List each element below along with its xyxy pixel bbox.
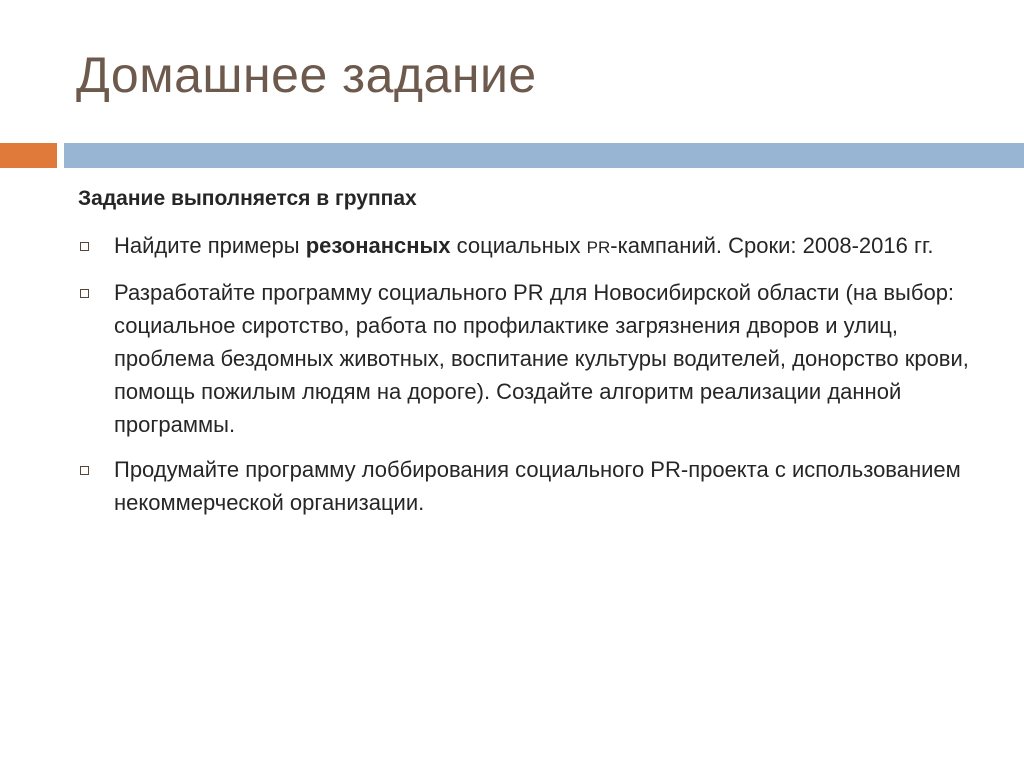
list-item bbox=[78, 229, 998, 264]
item-text-part: социальных bbox=[450, 233, 587, 258]
square-bullet-icon bbox=[80, 466, 89, 475]
slide-title: Домашнее задание bbox=[76, 47, 537, 103]
bullet-list bbox=[78, 229, 998, 519]
subheading: Задание выполняется в группах bbox=[78, 187, 417, 210]
square-bullet-icon bbox=[80, 289, 89, 298]
item-bold-text: резонансных bbox=[305, 233, 451, 258]
accent-bar-blue bbox=[64, 143, 1024, 168]
item-text: Продумайте программу лоббирования социального PR-проекта с использованием некоммерческой организации. bbox=[114, 457, 961, 515]
list-item bbox=[78, 453, 998, 519]
accent-bar-orange bbox=[0, 143, 57, 168]
item-text: Разработайте программу социального PR для Новосибирской области (на выбор: социальное сиротство, работа по профилактике загрязнения дворов и улиц, проблема бездомных животных, воспитание культуры водителей, донорство крови, помощь пожилым людям на дороге). Создайте алгоритм реализации данной программы. bbox=[114, 280, 969, 437]
item-abbr: PR bbox=[586, 238, 611, 257]
list-item bbox=[78, 276, 998, 441]
slide-content bbox=[78, 183, 998, 531]
square-bullet-icon bbox=[80, 242, 89, 251]
item-text-part: -кампаний. Сроки: 2008-2016 гг. bbox=[610, 233, 934, 258]
item-text-part: Найдите примеры bbox=[114, 233, 306, 258]
